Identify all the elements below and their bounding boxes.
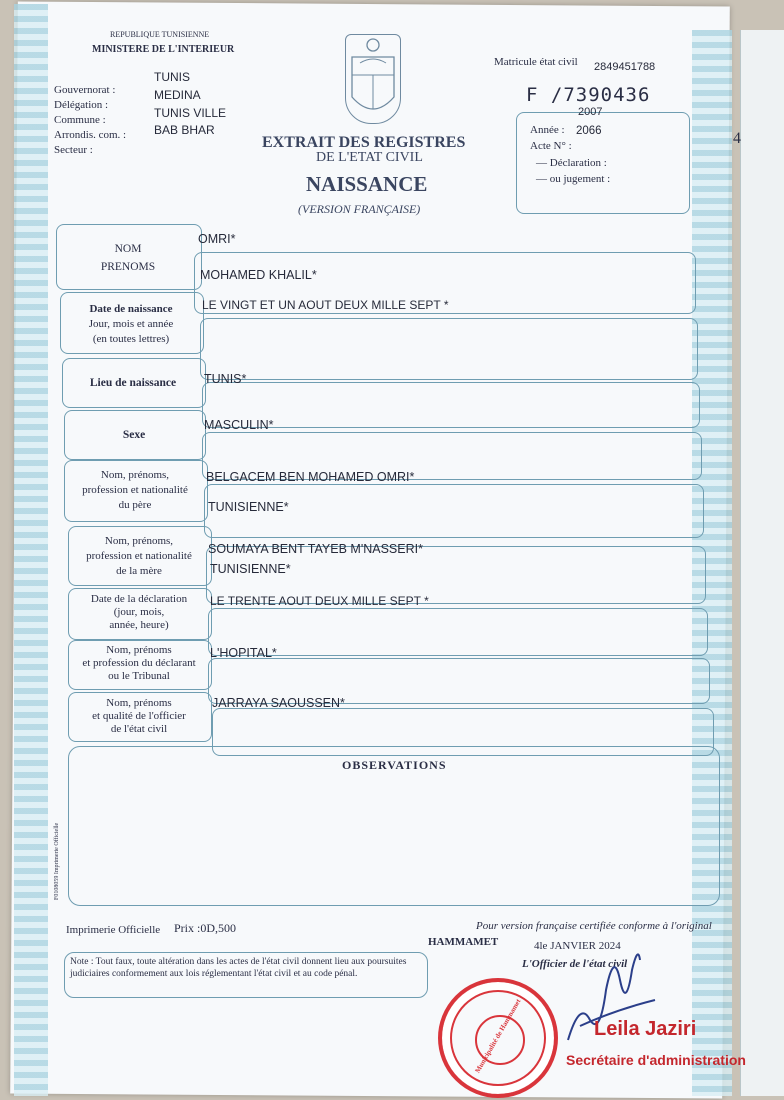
declarant-label: Nom, prénoms et profession du déclarant ou le Tribunal [82,644,196,682]
declaration-date-label: Date de la déclaration (jour, mois, année, heure) [90,593,188,631]
decorative-border-left [14,4,48,1096]
mere-label: Nom, prénoms, profession et nationalité de la mère [86,535,192,577]
officer-title: L'Officier de l'état civil [522,958,628,970]
jugement-label: — ou jugement : [536,173,611,185]
row-value-box [208,608,708,656]
lieu-naissance-label: Lieu de naissance [89,377,177,389]
acte-year-written: 2007 [578,106,603,118]
nom-value: OMRI* [198,232,236,246]
side-mark: 4 [733,130,741,147]
title-line1: EXTRAIT DES REGISTRES [262,134,466,151]
pere-nationalite-value: TUNISIENNE* [208,500,289,514]
lieu-naissance-value: TUNIS* [204,372,247,386]
arrondissement-value: BAB BHAR [154,123,215,137]
row-value-box [200,318,698,380]
annee-label: Année : [530,124,565,136]
republic-label: REPUBLIQUE TUNISIENNE [110,30,210,39]
declarant-value: L'HOPITAL* [210,646,277,660]
sexe-label: Sexe [122,429,146,441]
row-value-box [202,382,700,428]
declaration-label: — Déclaration : [536,157,607,169]
official-stamp-icon: Municipalité de Hammamet [438,978,558,1098]
gouvernorat-label: Gouvernorat : [54,84,116,96]
mere-nom-value: SOUMAYA BENT TAYEB M'NASSERI* [208,542,423,556]
prenoms-value: MOHAMED KHALIL* [200,268,317,282]
pere-nom-value: BELGACEM BEN MOHAMED OMRI* [206,470,415,484]
officier-label: Nom, prénoms et qualité de l'officier de l'état civil [92,697,186,735]
place-text: HAMMAMET [428,936,499,948]
secteur-label: Secteur : [54,144,93,156]
title-line2: DE L'ETAT CIVIL [316,150,423,165]
matricule-label: Matricule état civil [494,56,578,68]
delegation-value: MEDINA [154,88,201,102]
declaration-date-value: LE TRENTE AOUT DEUX MILLE SEPT * [210,594,429,608]
arrondissement-label: Arrondis. com. : [54,129,127,141]
date-text: 4le JANVIER 2024 [534,940,621,952]
note-text: Note : Tout faux, toute altération dans les actes de l'état civil donnent lieu aux poursuites judiciaires conformement aux lois réglementant l'état civil et au code pénal. [70,957,407,979]
observations-title: OBSERVATIONS [342,758,447,772]
reference-number: F /7390436 [526,84,651,106]
officier-value: JARRAYA SAOUSSEN* [212,696,345,710]
signer-title: Secrétaire d'administration [566,1052,746,1068]
date-naissance-value: LE VINGT ET UN AOUT DEUX MILLE SEPT * [202,298,449,312]
pere-label: Nom, prénoms, profession et nationalité du père [82,469,188,511]
date-naissance-label: Date de naissance Jour, mois et année (en toutes lettres) [88,303,174,345]
signer-name: Leila Jaziri [594,1018,697,1040]
title-version: (VERSION FRANÇAISE) [298,202,421,216]
printer-side-note: F0108059 Imprimerie Officielle [54,822,60,900]
title-naissance: NAISSANCE [306,172,428,196]
printer-label: Imprimerie Officielle [66,924,161,936]
commune-value: TUNIS VILLE [154,106,227,120]
gouvernorat-value: TUNIS [154,70,190,84]
matricule-value: 2849451788 [594,61,656,73]
acte-number-label: Acte N° : [530,140,572,152]
annee-value: 2066 [576,125,602,137]
tunisia-coat-of-arms-icon [345,34,401,124]
commune-label: Commune : [54,114,106,126]
ministry-label: MINISTERE DE L'INTERIEUR [92,44,235,55]
mere-nationalite-value: TUNISIENNE* [210,562,291,576]
underlying-page [733,30,784,1096]
price-label: Prix :0D,500 [174,921,237,935]
certified-text: Pour version française certifiée conforme à l'original [476,920,712,932]
sexe-value: MASCULIN* [204,418,274,432]
delegation-label: Délégation : [54,99,109,111]
nom-prenoms-label: NOM PRENOMS [100,243,156,273]
